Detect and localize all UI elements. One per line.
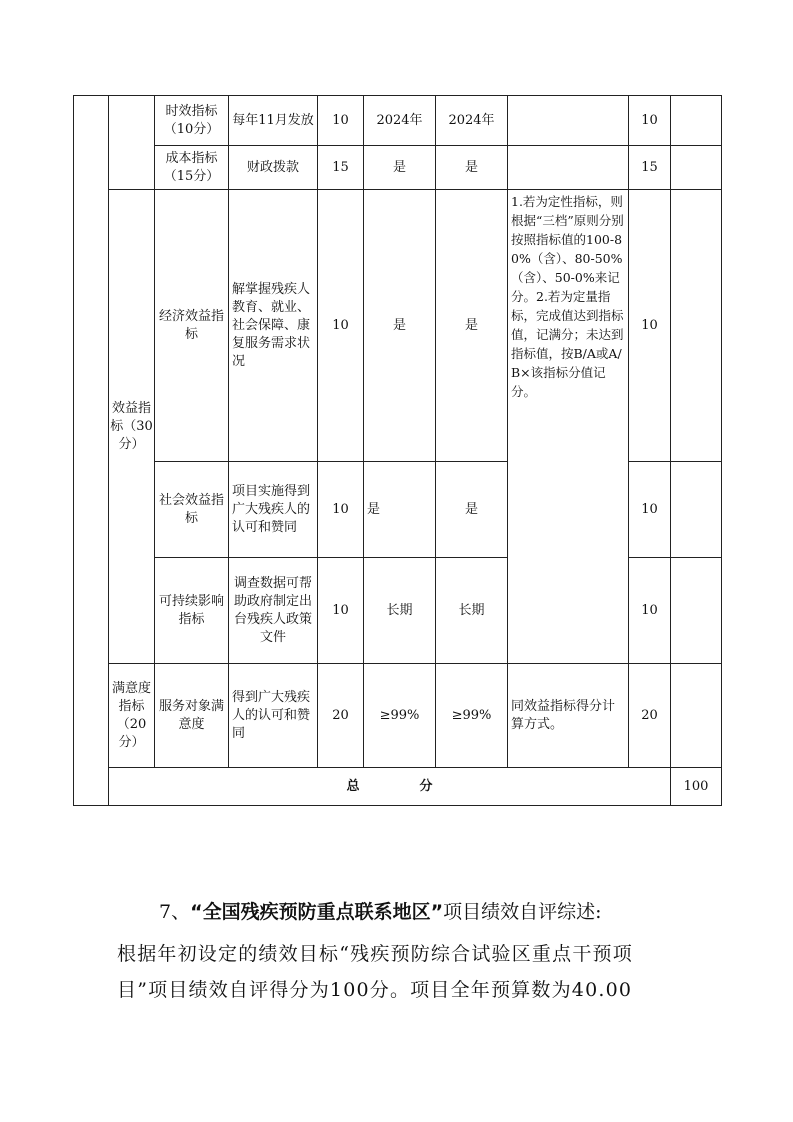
table-row-total bbox=[74, 768, 722, 806]
benefit-category-cell: 效益指标（30分） bbox=[109, 190, 155, 664]
indicator-detail-cell: 每年11月发放 bbox=[229, 96, 318, 146]
target-value-cell: ≥99% bbox=[364, 664, 436, 768]
target-value-cell: 长期 bbox=[364, 558, 436, 664]
note-cell bbox=[671, 462, 722, 558]
section-paragraph bbox=[117, 936, 697, 1008]
indicator-detail-cell: 得到广大残疾人的认可和赞同 bbox=[229, 664, 318, 768]
section-heading bbox=[159, 898, 601, 926]
total-label-second: 分 bbox=[419, 778, 433, 794]
note-cell bbox=[671, 190, 722, 462]
weight-cell: 10 bbox=[318, 190, 364, 462]
table-row-timeliness bbox=[74, 96, 722, 146]
note-cell bbox=[671, 96, 722, 146]
scoring-method-cell: 1.若为定性指标，则根据“三档”原则分别按照指标值的100-80%（含）、80-50%（含）、50-0%来记分。2.若为定量指标，完成值达到指标值，记满分；未达到指标值，按B/A或A/B×该指标分值记分。 bbox=[508, 190, 629, 664]
table-row-satisfaction bbox=[74, 664, 722, 768]
target-value-cell: 是 bbox=[364, 462, 436, 558]
level1-category-cell bbox=[74, 96, 109, 806]
total-label-first: 总 bbox=[346, 778, 360, 794]
weight-cell: 10 bbox=[318, 558, 364, 664]
scoring-method-cell bbox=[508, 146, 629, 190]
indicator-cell: 经济效益指标 bbox=[155, 190, 229, 462]
satisfaction-category-cell: 满意度指标（20分） bbox=[109, 664, 155, 768]
section-number: 7、 bbox=[159, 901, 191, 923]
paragraph-line: 根据年初设定的绩效目标“残疾预防综合试验区重点干预项 bbox=[117, 943, 633, 965]
indicator-cell: 可持续影响指标 bbox=[155, 558, 229, 664]
total-label-cell bbox=[109, 768, 671, 806]
section-title-bold: “全国残疾预防重点联系地区” bbox=[190, 901, 444, 923]
score-cell: 15 bbox=[629, 146, 671, 190]
score-cell: 10 bbox=[629, 96, 671, 146]
score-cell: 10 bbox=[629, 558, 671, 664]
note-cell bbox=[671, 664, 722, 768]
actual-value-cell: 是 bbox=[436, 190, 508, 462]
actual-value-cell: ≥99% bbox=[436, 664, 508, 768]
total-score-cell: 100 bbox=[671, 768, 722, 806]
target-value-cell: 2024年 bbox=[364, 96, 436, 146]
target-value-cell: 是 bbox=[364, 146, 436, 190]
actual-value-cell: 是 bbox=[436, 146, 508, 190]
score-cell: 20 bbox=[629, 664, 671, 768]
actual-value-cell: 是 bbox=[436, 462, 508, 558]
actual-value-cell: 长期 bbox=[436, 558, 508, 664]
score-cell: 10 bbox=[629, 462, 671, 558]
level2-category-cell bbox=[109, 96, 155, 190]
score-cell: 10 bbox=[629, 190, 671, 462]
weight-cell: 15 bbox=[318, 146, 364, 190]
indicator-cell: 服务对象满意度 bbox=[155, 664, 229, 768]
scoring-method-cell: 同效益指标得分计算方式。 bbox=[508, 664, 629, 768]
table-row-economic bbox=[74, 190, 722, 462]
actual-value-cell: 2024年 bbox=[436, 96, 508, 146]
weight-cell: 10 bbox=[318, 462, 364, 558]
weight-cell: 20 bbox=[318, 664, 364, 768]
indicator-cell: 成本指标（15分） bbox=[155, 146, 229, 190]
weight-cell: 10 bbox=[318, 96, 364, 146]
paragraph-line: 目”项目绩效自评得分为100分。项目全年预算数为40.00 bbox=[117, 979, 633, 1001]
indicator-detail-cell: 调查数据可帮助政府制定出台残疾人政策文件 bbox=[229, 558, 318, 664]
indicator-detail-cell: 财政拨款 bbox=[229, 146, 318, 190]
section-title-rest: 项目绩效自评综述: bbox=[443, 901, 602, 923]
indicator-cell: 时效指标（10分） bbox=[155, 96, 229, 146]
note-cell bbox=[671, 146, 722, 190]
performance-score-table bbox=[73, 95, 722, 806]
indicator-detail-cell: 解掌握残疾人教育、就业、社会保障、康复服务需求状况 bbox=[229, 190, 318, 462]
table-row-cost bbox=[74, 146, 722, 190]
scoring-method-cell bbox=[508, 96, 629, 146]
note-cell bbox=[671, 558, 722, 664]
target-value-cell: 是 bbox=[364, 190, 436, 462]
indicator-detail-cell: 项目实施得到广大残疾人的认可和赞同 bbox=[229, 462, 318, 558]
indicator-cell: 社会效益指标 bbox=[155, 462, 229, 558]
